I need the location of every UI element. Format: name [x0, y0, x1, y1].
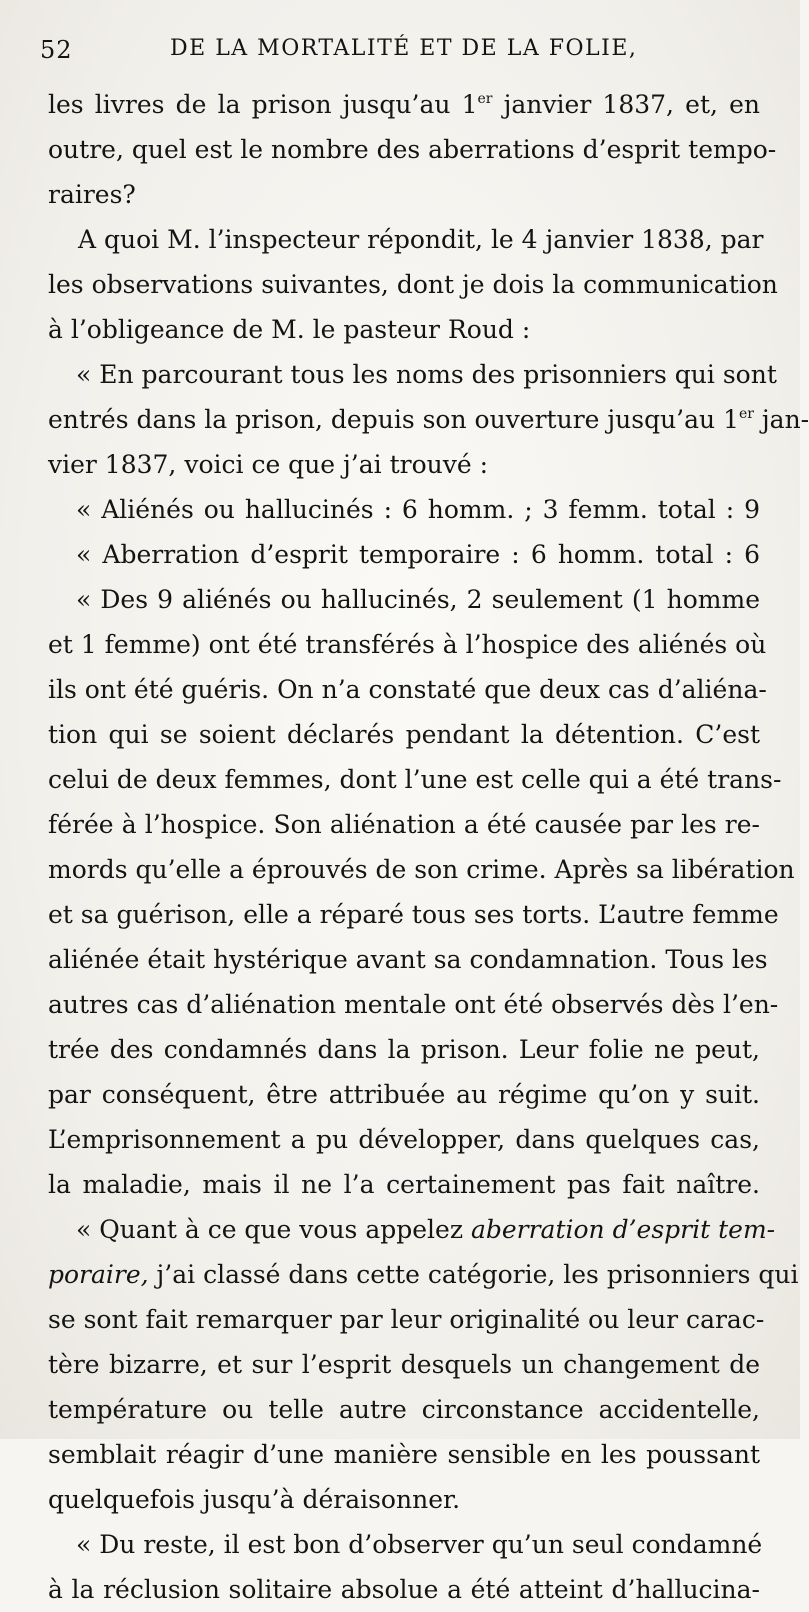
text-segment: autres cas d’aliénation mentale ont été observés dès l’en-	[48, 990, 779, 1019]
text-segment: raires?	[48, 180, 136, 209]
text-line	[48, 847, 795, 892]
text-segment: semblait réagir d’une manière sensible en les poussant	[48, 1440, 760, 1469]
text-segment: j’ai classé dans cette catégorie, les prisonniers qui	[148, 1260, 799, 1289]
text-segment: jan-	[753, 405, 809, 434]
text-segment: mords qu’elle a éprouvés de son crime. Après sa libération	[48, 855, 795, 884]
text-segment: « Du reste, il est bon d’observer qu’un seul condamné	[76, 1530, 763, 1559]
body-text	[48, 82, 809, 1612]
text-line	[48, 82, 760, 127]
text-segment: température ou telle autre circonstance accidentelle,	[48, 1395, 760, 1424]
text-line	[48, 352, 777, 397]
text-line	[48, 712, 760, 757]
text-line	[48, 1117, 760, 1162]
text-line	[48, 397, 809, 442]
superscript: er	[738, 406, 754, 422]
italic-text: aberration d’esprit tem-	[470, 1215, 776, 1244]
text-segment: férée à l’hospice. Son aliénation a été causée par les re-	[48, 810, 760, 839]
text-line	[48, 1567, 760, 1612]
text-line	[48, 622, 767, 667]
text-line	[48, 1207, 776, 1252]
text-line	[48, 307, 760, 352]
text-line	[48, 757, 782, 802]
text-segment: par conséquent, être attribuée au régime qu’on y suit.	[48, 1080, 760, 1109]
text-line	[48, 1162, 760, 1207]
text-segment: tère bizarre, et sur l’esprit desquels un changement de	[48, 1350, 760, 1379]
text-line	[48, 532, 760, 577]
text-line	[48, 172, 760, 217]
text-segment: A quoi M. l’inspecteur répondit, le 4 janvier 1838, par	[78, 225, 764, 254]
text-segment: ils ont été guéris. On n’a constaté que deux cas d’aliéna-	[48, 675, 767, 704]
text-segment: quelquefois jusqu’à déraisonner.	[48, 1485, 461, 1514]
text-line	[48, 1477, 760, 1522]
text-line	[48, 1252, 799, 1297]
running-title: DE LA MORTALITÉ ET DE LA FOLIE,	[170, 36, 638, 61]
text-segment: aliénée était hystérique avant sa condamnation. Tous les	[48, 945, 768, 974]
text-segment: vier 1837, voici ce que j’ai trouvé :	[48, 450, 489, 479]
text-line	[48, 802, 760, 847]
text-line	[48, 982, 779, 1027]
text-segment: « Quant à ce que vous appelez	[76, 1215, 471, 1244]
text-line	[48, 217, 764, 262]
text-segment: les observations suivantes, dont je dois la communication	[48, 270, 778, 299]
text-line	[48, 937, 768, 982]
text-segment: à l’obligeance de M. le pasteur Roud :	[48, 315, 531, 344]
text-segment: la maladie, mais il ne l’a certainement pas fait naître.	[48, 1170, 760, 1199]
text-segment: « Aliénés ou hallucinés : 6 homm. ; 3 femm. total : 9	[76, 495, 760, 524]
text-line	[48, 1342, 760, 1387]
page-number: 52	[40, 36, 73, 64]
page-header	[40, 36, 760, 76]
text-line	[48, 1432, 760, 1477]
text-segment: « En parcourant tous les noms des prisonniers qui sont	[76, 360, 777, 389]
text-line	[48, 1072, 760, 1117]
text-line	[48, 1522, 763, 1567]
text-line	[48, 1387, 760, 1432]
text-line	[48, 1027, 760, 1072]
text-segment: et sa guérison, elle a réparé tous ses torts. L’autre femme	[48, 900, 779, 929]
text-segment: janvier 1837, et, en	[492, 90, 760, 119]
text-segment: outre, quel est le nombre des aberrations d’esprit tempo-	[48, 135, 777, 164]
text-line	[48, 442, 760, 487]
text-segment: tion qui se soient déclarés pendant la détention. C’est	[48, 720, 760, 749]
italic-text: poraire,	[48, 1260, 149, 1289]
text-line	[48, 667, 767, 712]
text-line	[48, 487, 760, 532]
text-line	[48, 262, 778, 307]
text-segment: se sont fait remarquer par leur originalité ou leur carac-	[48, 1305, 765, 1334]
text-segment: et 1 femme) ont été transférés à l’hospice des aliénés où	[48, 630, 767, 659]
text-line	[48, 577, 760, 622]
text-segment: « Aberration d’esprit temporaire : 6 homm. total : 6	[76, 540, 760, 569]
text-segment: L’emprisonnement a pu développer, dans quelques cas,	[48, 1125, 760, 1154]
text-segment: entrés dans la prison, depuis son ouverture jusqu’au 1	[48, 405, 739, 434]
text-segment: à la réclusion solitaire absolue a été atteint d’hallucina-	[48, 1575, 760, 1604]
text-line	[48, 127, 777, 172]
text-line	[48, 892, 779, 937]
text-segment: « Des 9 aliénés ou hallucinés, 2 seulement (1 homme	[76, 585, 760, 614]
text-segment: trée des condamnés dans la prison. Leur folie ne peut,	[48, 1035, 760, 1064]
superscript: er	[477, 91, 493, 107]
text-segment: celui de deux femmes, dont l’une est celle qui a été trans-	[48, 765, 782, 794]
text-line	[48, 1297, 765, 1342]
text-segment: les livres de la prison jusqu’au 1	[48, 90, 478, 119]
